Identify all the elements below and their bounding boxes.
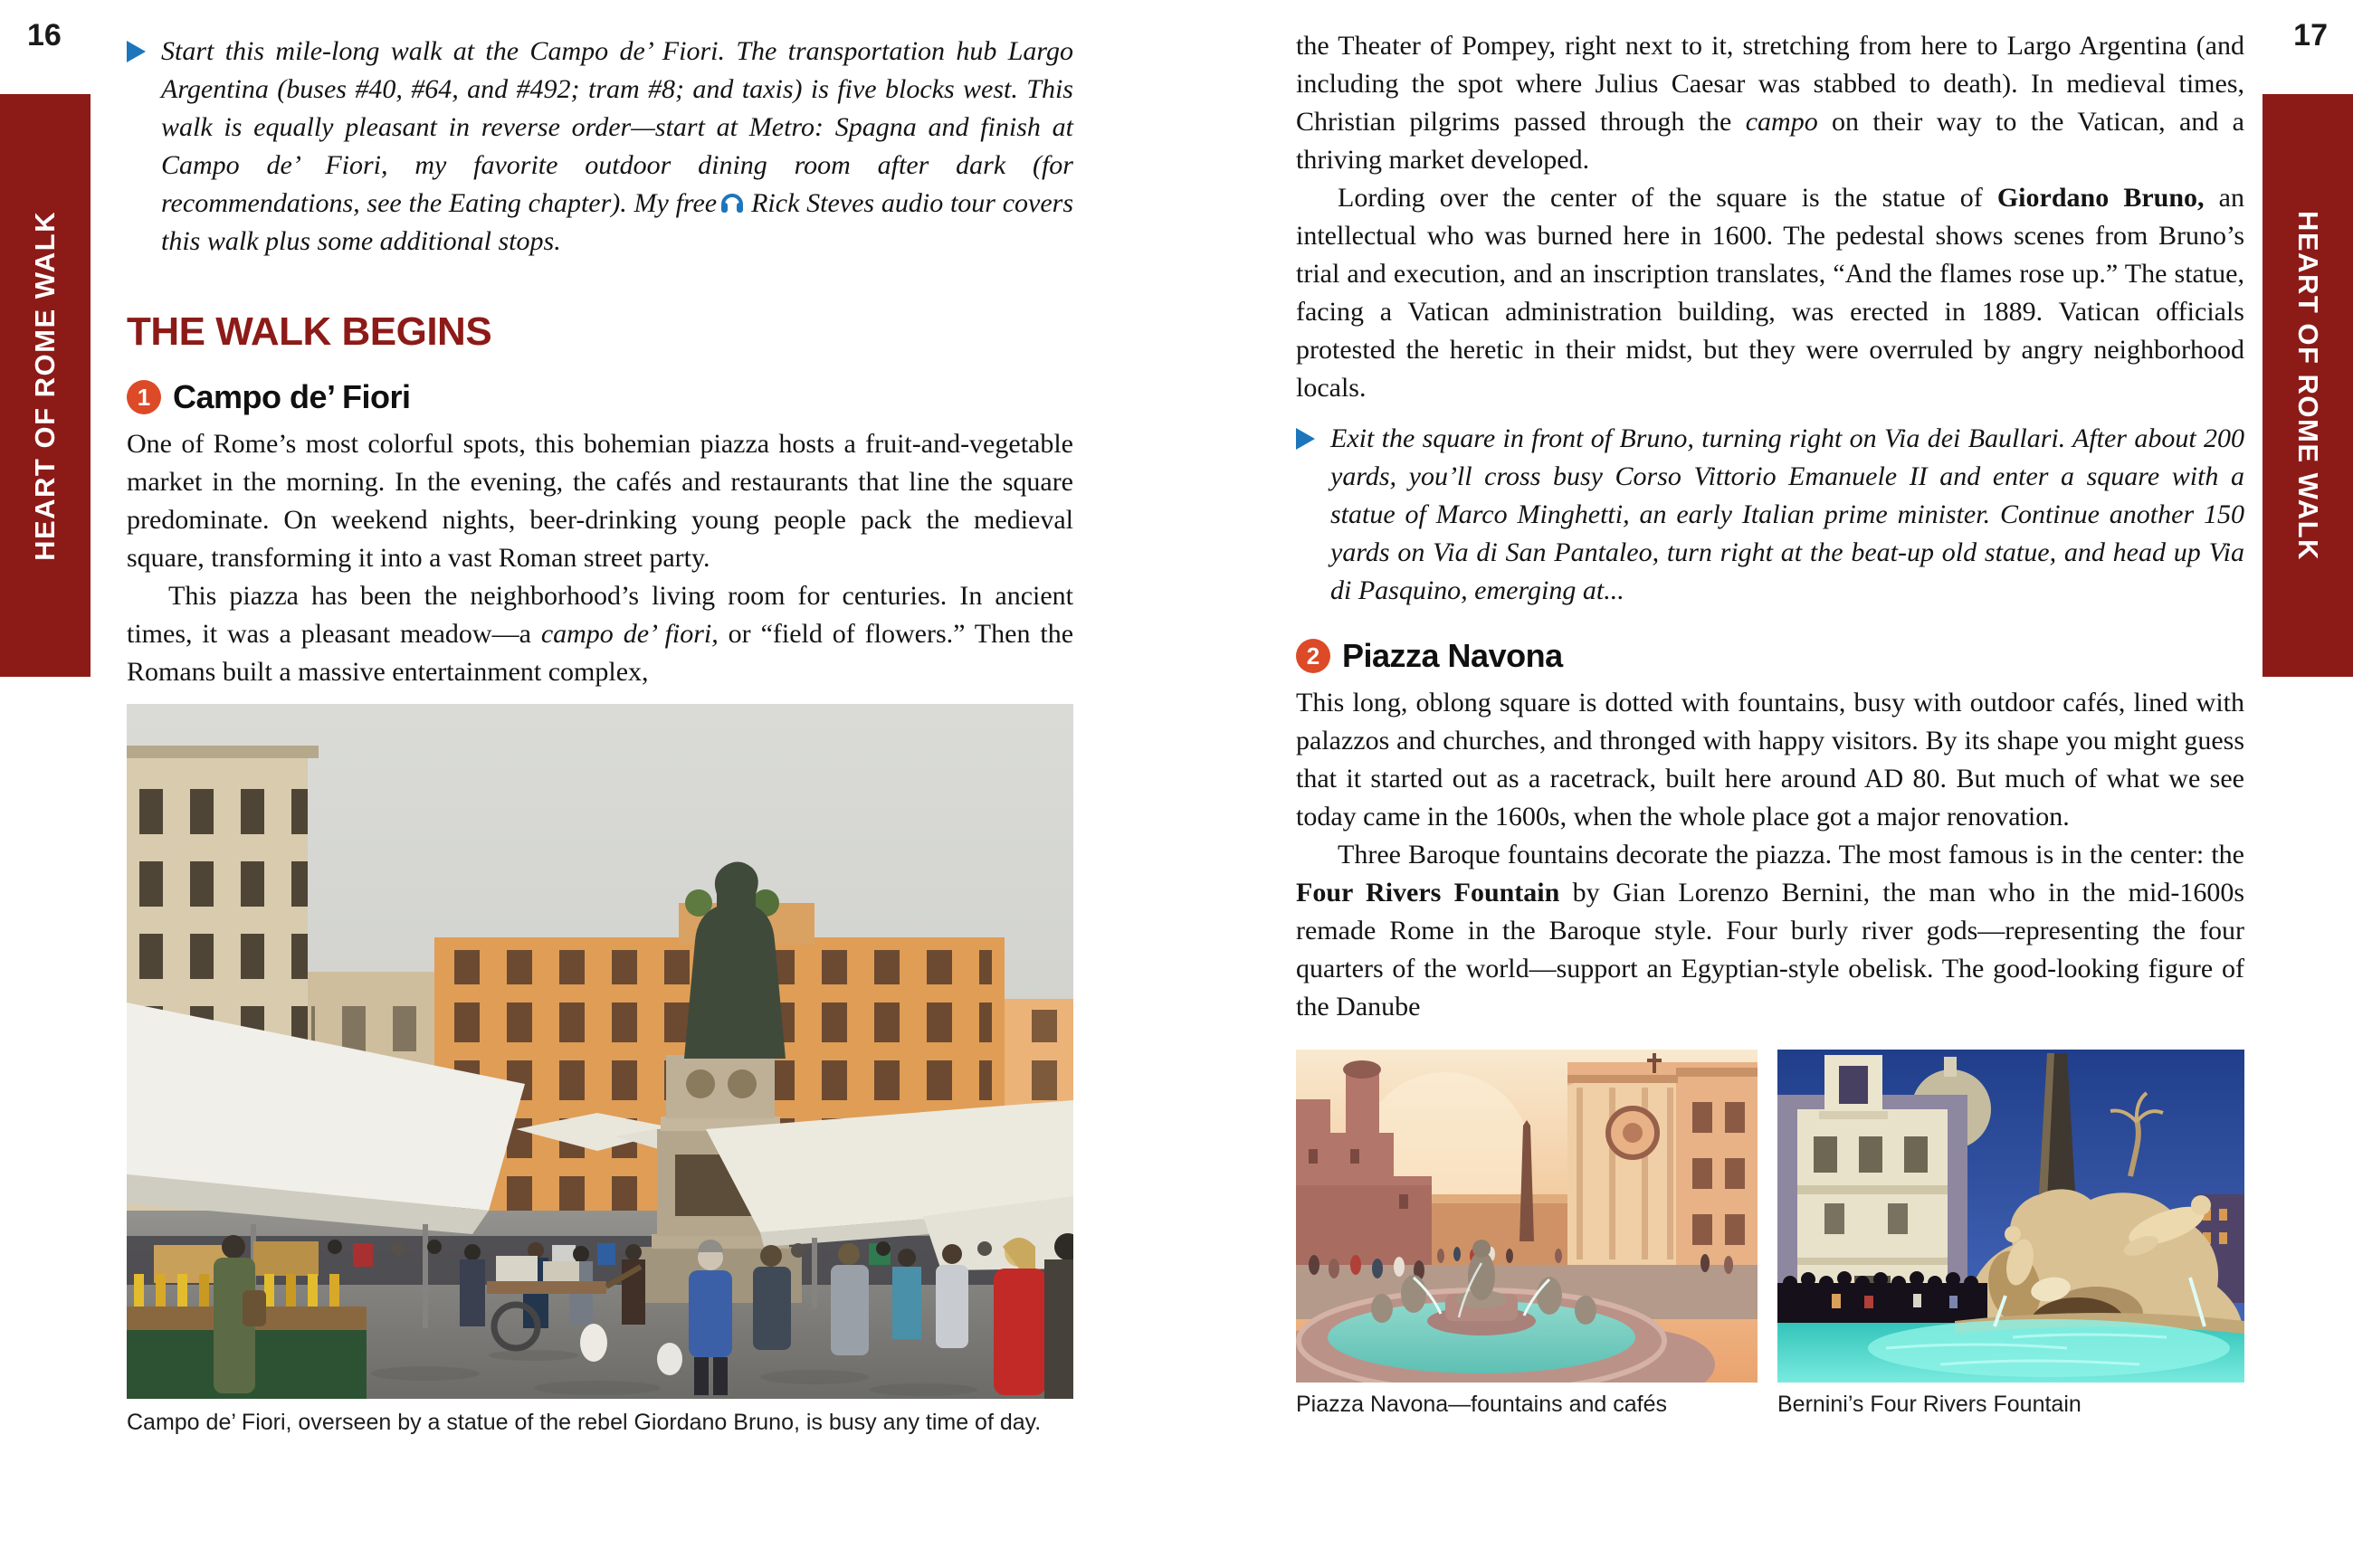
right-page-column [1296, 27, 2244, 1418]
walking-directions-note [1296, 420, 2244, 610]
paragraph [1296, 836, 2244, 1026]
crowd-silhouettes [1777, 1271, 1987, 1325]
chapter-tab-label: HEART OF ROME WALK [2292, 210, 2324, 561]
paragraph: This long, oblong square is dotted with fountains, busy with outdoor cafés, lined with palazzos and churches, and thronged with happy visitors. By its shape you might guess that it started out as a racetrack, built here around AD 80. But much of what we see today came in the 1600s, when the whole place got a major renovation. [1296, 688, 2244, 832]
text-segment-bold: Giordano Bruno, [1996, 183, 2205, 213]
photo-caption: Piazza Navona—fountains and cafés [1296, 1392, 1667, 1417]
photo-captions [1296, 1392, 2244, 1418]
page-number-left: 16 [27, 18, 62, 52]
photo-caption: Bernini’s Four Rivers Fountain [1777, 1392, 2082, 1417]
headphones-icon [719, 188, 746, 215]
right-church-facade [1567, 1053, 1758, 1267]
stop-heading-campo [127, 378, 1073, 416]
campo-de-fiori-photo-art [127, 704, 1073, 1399]
stop-title: Piazza Navona [1342, 637, 1563, 674]
paragraph: One of Rome’s most colorful spots, this bohemian piazza hosts a fruit-and-vegetable market in the morning. In the evening, the cafés and restaurants that line the square predominate. On weekend nights, beer-drinking young people pack the medieval square, transforming it into a vast Roman street party. [127, 429, 1073, 573]
intro-text: Start this mile-long walk at the Campo de’ Fiori. The transportation hub Largo Argentina (buses #40, #64, and #492; tram #8; and taxis) is five blocks west. This walk is equally pleasant in reverse order—start at Metro: Spagna and finish at Campo de’ Fiori, my favorite outdoor dining room after dark (for recommendations, see the Eating chapter). My free [161, 36, 1073, 218]
chapter-tab-right [2262, 94, 2353, 677]
text-segment-italic: campo de’ fiori, [540, 619, 719, 649]
piazza-navona-photo [1296, 1050, 1758, 1383]
text-segment: Three Baroque fountains decorate the piazza. The most famous is in the center: the [1338, 840, 2244, 870]
four-rivers-fountain-photo-art [1777, 1050, 2244, 1383]
stop-heading-navona [1296, 637, 2244, 675]
arrow-right-icon [127, 41, 146, 62]
paragraph [127, 577, 1073, 691]
paragraph [1296, 179, 2244, 407]
arrow-right-icon [1296, 428, 1315, 450]
stop-number-badge: 2 [1296, 639, 1330, 673]
intro-text: Rick Steves audio tour covers this walk plus some additional stops. [161, 188, 1073, 256]
text-segment: or “field of flowers.” Then the Romans built a massive entertainment complex, [127, 619, 1074, 687]
stop-number-badge: 1 [127, 380, 161, 414]
page-number-right: 17 [2293, 18, 2328, 52]
text-segment: Lording over the center of the square is the statue of [1338, 183, 1997, 213]
piazza-navona-photo-art [1296, 1050, 1758, 1383]
text-segment: by Gian Lorenzo Bernini, the man who in the mid-1600s remade Rome in the Baroque style. Four burly river gods—representing the four quarters of the world—support an Egyptian-style obelisk. The good-looking figure of the Danube [1296, 878, 2244, 1022]
campo-de-fiori-photo [127, 704, 1073, 1399]
chapter-tab-left [0, 94, 90, 677]
photo-row [1296, 1050, 2244, 1383]
left-page-column [127, 33, 1073, 1436]
chapter-tab-label: HEART OF ROME WALK [29, 210, 61, 561]
text-segment-italic: campo [1745, 107, 1818, 137]
text-segment: This piazza has been the neighborhood’s living room for centuries. In ancient times, it was a pleasant meadow—a [127, 581, 1073, 649]
text-segment-bold: Four Rivers Fountain [1296, 878, 1560, 908]
section-main-heading: THE WALK BEGINS [127, 309, 492, 354]
walk-intro-note [127, 33, 1073, 261]
text-segment: the Theater of Pompey, right next to it, stretching from here to Largo Argentina (and including the spot where Julius Caesar was stabbed to death). In medieval times, Christian pilgrims passed through the [1296, 31, 2244, 137]
photo-caption: Campo de’ Fiori, overseen by a statue of the rebel Giordano Bruno, is busy any time of day. [127, 1410, 1042, 1435]
directions-text: Exit the square in front of Bruno, turning right on Via dei Baullari. After about 200 yards, you’ll cross busy Corso Vittorio Emanuele II and enter a square with a statue of Marco Minghetti, an early Italian prime minister. Continue another 150 yards on Via di San Pantaleo, turn right at the beat-up old statue, and head up Via di Pasquino, emerging at... [1330, 423, 2244, 605]
paragraph [1296, 27, 2244, 179]
text-segment: on their way to the Vatican, and a thriving market developed. [1296, 107, 2244, 175]
stop-title: Campo de’ Fiori [173, 378, 411, 415]
four-rivers-fountain-photo [1777, 1050, 2244, 1383]
text-segment: an intellectual who was burned here in 1600. The pedestal shows scenes from Bruno’s trial and execution, and an inscription translates, “And the flames rose up.” The statue, facing a Vatican administration building, was erected in 1889. Vatican officials protested the heretic in their midst, but they were overruled by angry neighborhood locals. [1296, 183, 2244, 403]
